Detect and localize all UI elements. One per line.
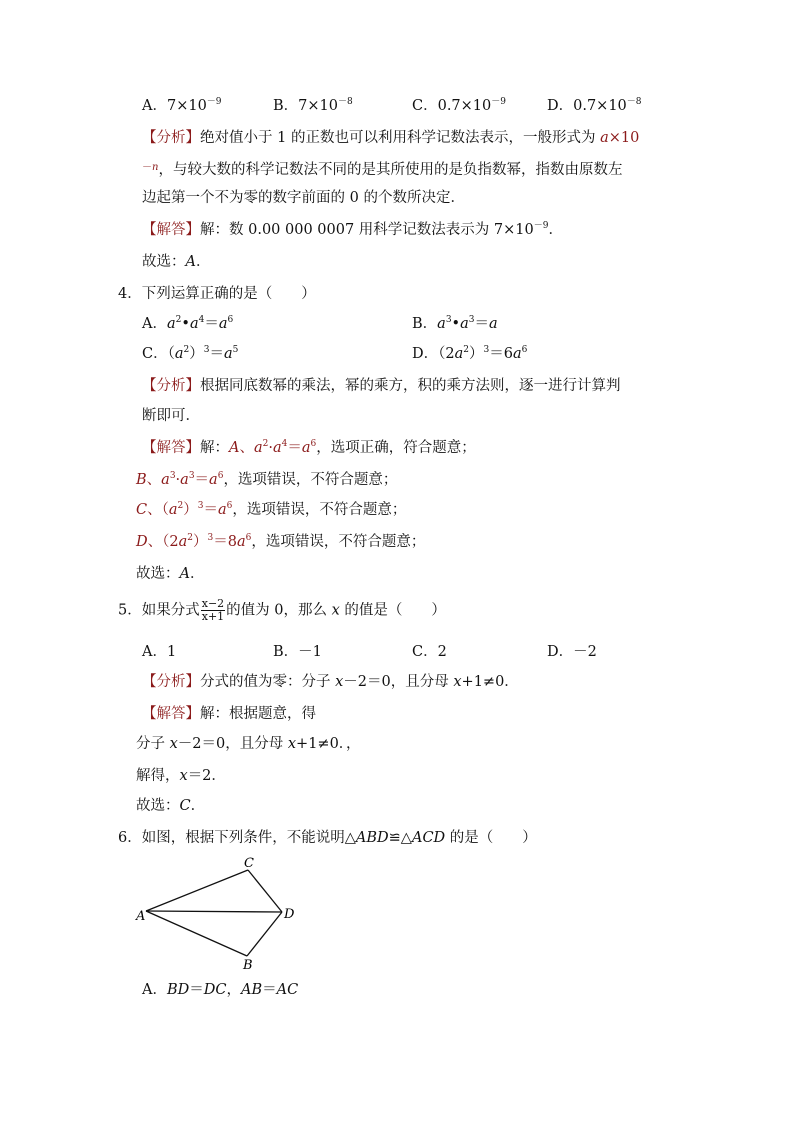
- segment-ac: [146, 870, 248, 911]
- q3-option-a: A．$7\times 10^{-9}$: [142, 97, 222, 114]
- q3-option-b: B．$7\times 10^{-8}$: [273, 97, 353, 114]
- segment-cd: [248, 870, 282, 912]
- q4-answer-b: B、$a^3\cdot a^3=a^6$，选项错误，不符合题意；: [136, 471, 398, 488]
- fraction: $\frac{x-2}{x+1}$: [201, 597, 225, 623]
- q4-option-d: D．$(2a^2)^3=6a^6$: [412, 345, 528, 362]
- q3-choice: 故选：A．: [142, 254, 211, 270]
- q4-option-a: A．$a^2•a^4=a^6$: [142, 315, 234, 332]
- q3-analysis-line-1: 【分析】绝对值小于 1 的正数也可以利用科学记数法表示，一般形式为 a×10: [142, 130, 640, 146]
- label-d: D: [284, 907, 295, 922]
- q4-stem: 4．下列运算正确的是（ ）: [118, 286, 316, 302]
- q5-answer-3: 解得，x＝2．: [136, 768, 226, 784]
- q6-stem: 6．如图，根据下列条件，不能说明△ABD≌△ACD 的是（ ）: [118, 830, 537, 846]
- q4-choice: 故选：A．: [136, 566, 205, 582]
- q5-option-c: C．2: [412, 644, 447, 660]
- q4-option-b: B．$a^3•a^3=a$: [412, 315, 498, 332]
- q5-answer-2: 分子 x－2＝0，且分母 x+1≠0．，: [136, 736, 361, 752]
- label-c: C: [244, 856, 254, 871]
- q4-answer-d: D、$(2a^2)^3=8a^6$，选项错误，不符合题意；: [136, 533, 426, 550]
- q4-answer-c: C、$(a^2)^3=a^6$，选项错误，不符合题意；: [136, 501, 407, 518]
- analysis-tag: 【分析】: [142, 130, 200, 146]
- segment-ab: [146, 911, 247, 956]
- q5-option-a: A．1: [142, 644, 177, 660]
- q3-answer: 【解答】解：数 0.00 000 0007 用科学记数法表示为 $7\times 10^{-9}$．: [142, 221, 563, 238]
- q3-option-d: D．$0.7\times 10^{-8}$: [547, 97, 642, 114]
- q3-option-c: C．$0.7\times 10^{-9}$: [412, 97, 506, 114]
- q5-answer-1: 【解答】解：根据题意，得: [142, 706, 316, 722]
- q4-analysis-line-1: 【分析】根据同底数幂的乘法，幂的乘方，积的乘方法则，逐一进行计算判: [142, 378, 621, 394]
- q6-option-a: A．BD＝DC，AB＝AC: [142, 982, 299, 998]
- q5-choice: 故选：C．: [136, 798, 206, 814]
- label-a: A: [136, 909, 146, 924]
- segment-bd: [247, 912, 282, 956]
- quadrilateral-figure: [130, 852, 310, 974]
- q3-analysis-line-2: $^{-n}$，与较大数的科学记数法不同的是其所使用的是负指数幂，指数由原数左: [142, 162, 623, 178]
- segment-ad: [146, 911, 282, 912]
- q5-option-d: D．－2: [547, 644, 597, 660]
- q4-answer-a: 【解答】解：A、$a^2\cdot a^4=a^6$，选项正确，符合题意；: [142, 439, 476, 456]
- q4-option-c: C．$(a^2)^3=a^5$: [142, 345, 239, 362]
- q4-analysis-line-2: 断即可．: [142, 408, 200, 424]
- label-b: B: [243, 958, 253, 973]
- q5-stem: 5．如果分式 $\frac{x-2}{x+1}$ 的值为 0，那么 x 的值是（ ）: [118, 597, 446, 623]
- general-form: a: [600, 130, 609, 146]
- q5-option-b: B．－1: [273, 644, 322, 660]
- q5-analysis: 【分析】分式的值为零：分子 x－2＝0，且分母 x+1≠0．: [142, 674, 519, 690]
- q3-analysis-line-3: 边起第一个不为零的数字前面的 0 的个数所决定．: [142, 190, 465, 206]
